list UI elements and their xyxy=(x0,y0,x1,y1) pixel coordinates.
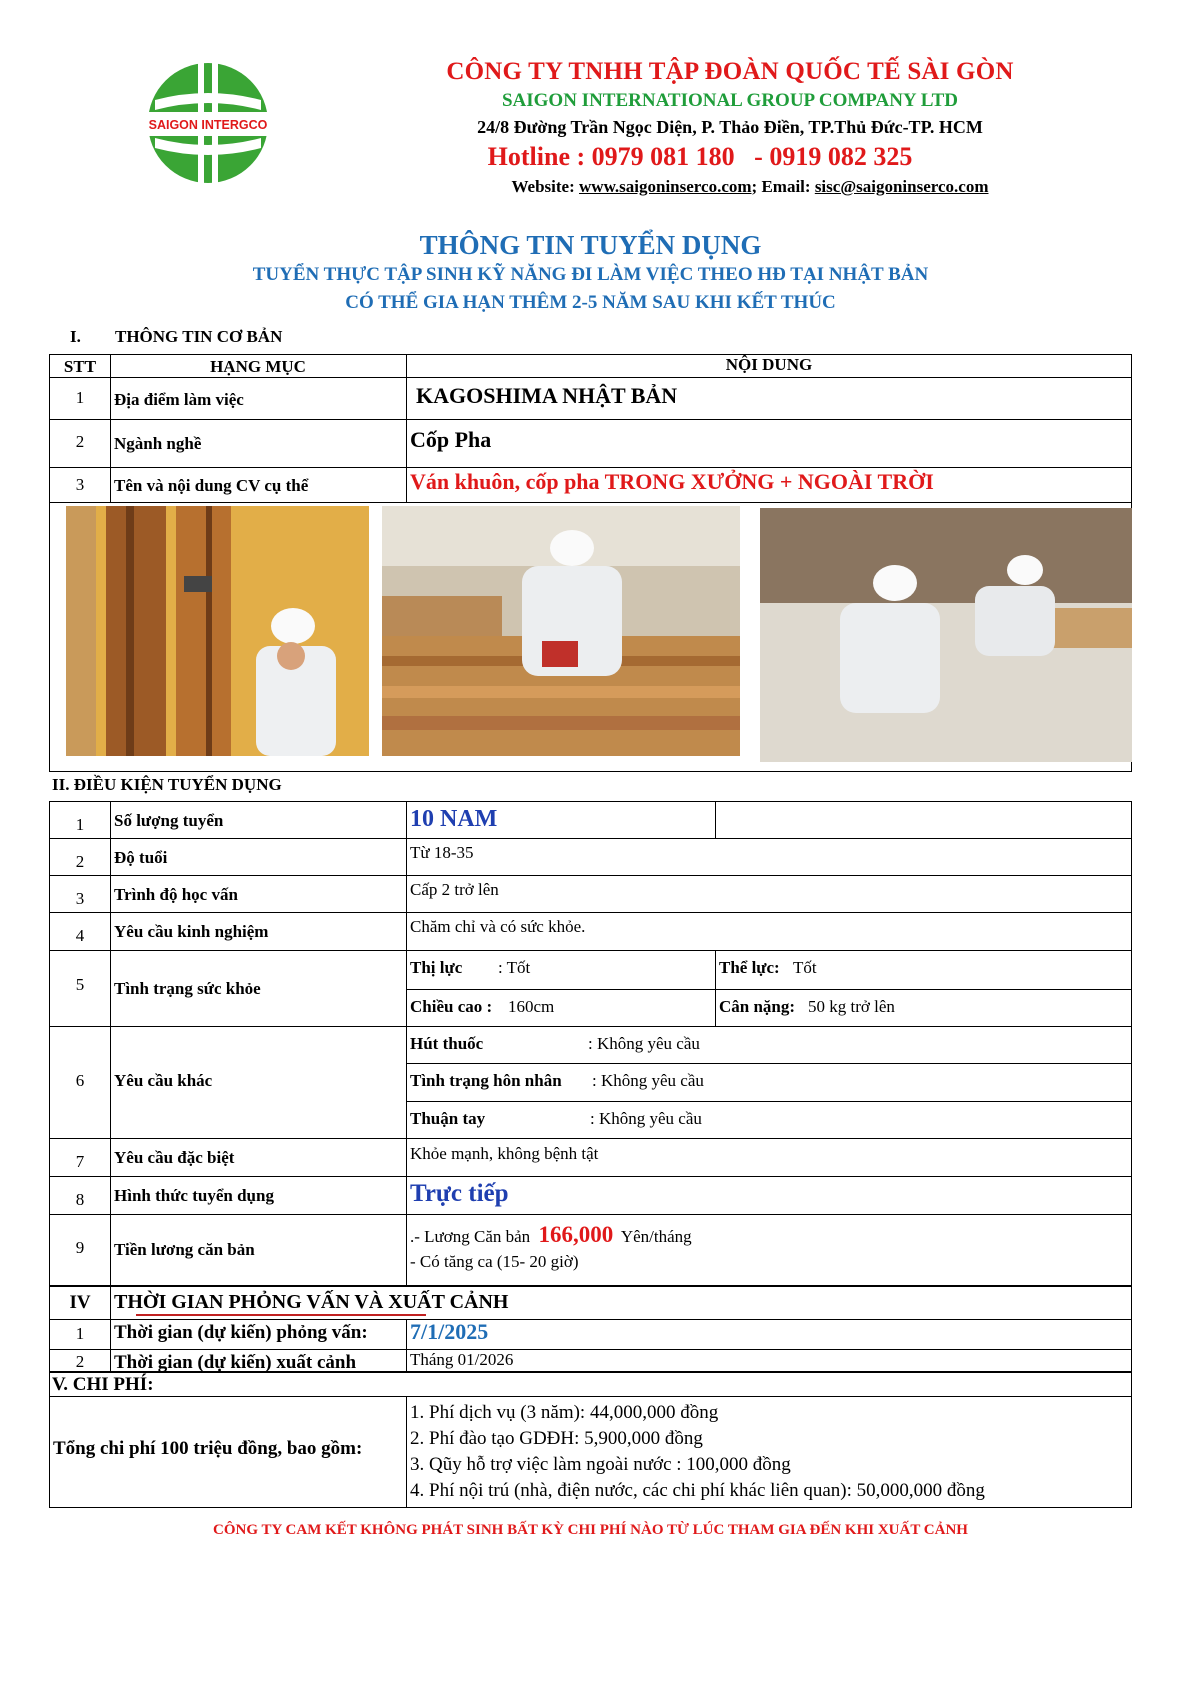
height-value: 160cm xyxy=(508,997,555,1016)
hotline: Hotline : 0979 081 180 - 0919 082 325 xyxy=(487,142,913,171)
physical-label: Thể lực: xyxy=(719,958,780,977)
handedness-label: Thuận tay xyxy=(410,1109,486,1128)
email-label: ; Email: xyxy=(751,177,811,196)
marital-value: : Không yêu cầu xyxy=(592,1071,704,1090)
row-number: 4 xyxy=(75,926,85,945)
row-number: 5 xyxy=(75,975,85,994)
email-link[interactable]: sisc@saigoninserco.com xyxy=(814,177,989,196)
header-item: HẠNG MỤC xyxy=(210,357,306,376)
cost-item: 4. Phí nội trú (nhà, điện nước, các chi phí khác liên quan): 50,000,000 đồng xyxy=(410,1480,985,1501)
physical-value: Tốt xyxy=(793,958,817,977)
row-label: Yêu cầu khác xyxy=(114,1071,213,1090)
section5-title: V. CHI PHÍ: xyxy=(52,1374,154,1395)
row-label: Tiền lương căn bản xyxy=(114,1240,255,1259)
cost-item: 2. Phí đào tạo GDĐH: 5,900,000 đồng xyxy=(410,1428,703,1449)
row-number: 2 xyxy=(75,1352,85,1371)
special-requirement: Khỏe mạnh, không bệnh tật xyxy=(410,1144,599,1163)
row-number: 3 xyxy=(75,475,85,494)
section4-roman: IV xyxy=(69,1292,91,1313)
subtitle-2: CÓ THỂ GIA HẠN THÊM 2-5 NĂM SAU KHI KẾT THÚC xyxy=(345,292,836,313)
experience: Chăm chỉ và có sức khỏe. xyxy=(410,917,586,936)
overtime: - Có tăng ca (15- 20 giờ) xyxy=(410,1252,579,1271)
header-content: NỘI DUNG xyxy=(725,355,813,374)
section1-roman: I. xyxy=(70,327,81,346)
header-stt: STT xyxy=(63,357,97,376)
height-label: Chiều cao : xyxy=(410,997,493,1016)
row-number: 8 xyxy=(75,1190,85,1209)
job-description: Ván khuôn, cốp pha TRONG XƯỞNG + NGOÀI TRỜI xyxy=(410,469,934,494)
row-number: 9 xyxy=(75,1238,85,1257)
marital-label: Tình trạng hôn nhân xyxy=(410,1071,562,1090)
departure-date: Tháng 01/2026 xyxy=(410,1350,514,1369)
row-label: Yêu cầu kinh nghiệm xyxy=(114,922,269,941)
row-number: 2 xyxy=(75,852,85,871)
commitment-footer: CÔNG TY CAM KẾT KHÔNG PHÁT SINH BẤT KỲ CHI PHÍ NÀO TỪ LÚC THAM GIA ĐẾN KHI XUẤT CẢNH xyxy=(213,1522,968,1538)
total-cost-label: Tổng chi phí 100 triệu đồng, bao gồm: xyxy=(53,1438,363,1459)
row-label: Độ tuổi xyxy=(114,848,168,867)
interview-date: 7/1/2025 xyxy=(410,1319,489,1344)
smoking-label: Hút thuốc xyxy=(410,1034,484,1053)
photo-workers-measuring xyxy=(760,508,1132,762)
work-location: KAGOSHIMA NHẬT BẢN xyxy=(416,383,678,408)
vision-value: : Tốt xyxy=(498,958,531,977)
vision-label: Thị lực xyxy=(410,958,463,977)
section4-title: THỜI GIAN PHỎNG VẤN VÀ XUẤT CẢNH xyxy=(114,1291,509,1313)
education: Cấp 2 trở lên xyxy=(410,880,499,899)
row-label: Số lượng tuyển xyxy=(114,811,224,830)
smoking-value: : Không yêu cầu xyxy=(588,1034,700,1053)
cost-item: 3. Qũy hỗ trợ việc làm ngoài nước : 100,000 đồng xyxy=(410,1454,791,1475)
row-label: Tình trạng sức khỏe xyxy=(114,979,261,998)
row-number: 2 xyxy=(75,432,85,451)
salary-line xyxy=(410,1222,692,1248)
occupation: Cốp Pha xyxy=(410,427,492,452)
row-number: 1 xyxy=(75,815,85,834)
recruitment-method: Trực tiếp xyxy=(410,1180,509,1207)
section1-title: THÔNG TIN CƠ BẢN xyxy=(115,327,283,346)
row-label: Tên và nội dung CV cụ thể xyxy=(114,476,309,495)
website-link[interactable]: www.saigoninserco.com xyxy=(579,177,752,196)
row-label: Địa điểm làm việc xyxy=(114,390,244,409)
row-number: 6 xyxy=(75,1071,85,1090)
row-label: Thời gian (dự kiến) xuất cảnh xyxy=(114,1352,357,1373)
salary-amount: 166,000 xyxy=(538,1222,614,1247)
section2-title: II. ĐIỀU KIỆN TUYỂN DỤNG xyxy=(52,775,282,794)
salary-prefix: .- Lương Căn bản xyxy=(410,1227,531,1246)
headcount: 10 NAM xyxy=(410,806,498,832)
main-title: THÔNG TIN TUYỂN DỤNG xyxy=(419,230,762,260)
logo-text: SAIGON INTERGCO xyxy=(148,118,268,132)
salary-unit: Yên/tháng xyxy=(620,1227,692,1246)
row-label: Trình độ học vấn xyxy=(114,885,238,904)
row-label: Yêu cầu đặc biệt xyxy=(114,1148,235,1167)
weight-label: Cân nặng: xyxy=(719,997,796,1016)
photo-worker-hammering xyxy=(66,506,369,756)
website-label: Website: xyxy=(511,177,575,196)
contact-line xyxy=(440,177,1060,197)
company-logo xyxy=(143,60,273,186)
row-label: Hình thức tuyển dụng xyxy=(114,1186,274,1205)
company-name-vn: CÔNG TY TNHH TẬP ĐOÀN QUỐC TẾ SÀI GÒN xyxy=(446,58,1014,85)
row-number: 1 xyxy=(75,388,85,407)
weight-value: 50 kg trở lên xyxy=(808,997,895,1016)
row-label: Thời gian (dự kiến) phỏng vấn: xyxy=(114,1322,368,1343)
company-address: 24/8 Đường Trần Ngọc Diện, P. Thảo Điền, TP.Thủ Đức-TP. HCM xyxy=(477,117,983,137)
cost-item: 1. Phí dịch vụ (3 năm): 44,000,000 đồng xyxy=(410,1402,719,1423)
subtitle-1: TUYỂN THỰC TẬP SINH KỸ NĂNG ĐI LÀM VIỆC THEO HĐ TẠI NHẬT BẢN xyxy=(252,264,929,285)
row-number: 1 xyxy=(75,1324,85,1343)
age-range: Từ 18-35 xyxy=(410,843,474,862)
photo-worker-cutting xyxy=(382,506,740,756)
row-label: Ngành nghề xyxy=(114,434,202,453)
row-number: 7 xyxy=(75,1152,85,1171)
row-number: 3 xyxy=(75,889,85,908)
handedness-value: : Không yêu cầu xyxy=(590,1109,702,1128)
company-name-en: SAIGON INTERNATIONAL GROUP COMPANY LTD xyxy=(501,90,959,111)
